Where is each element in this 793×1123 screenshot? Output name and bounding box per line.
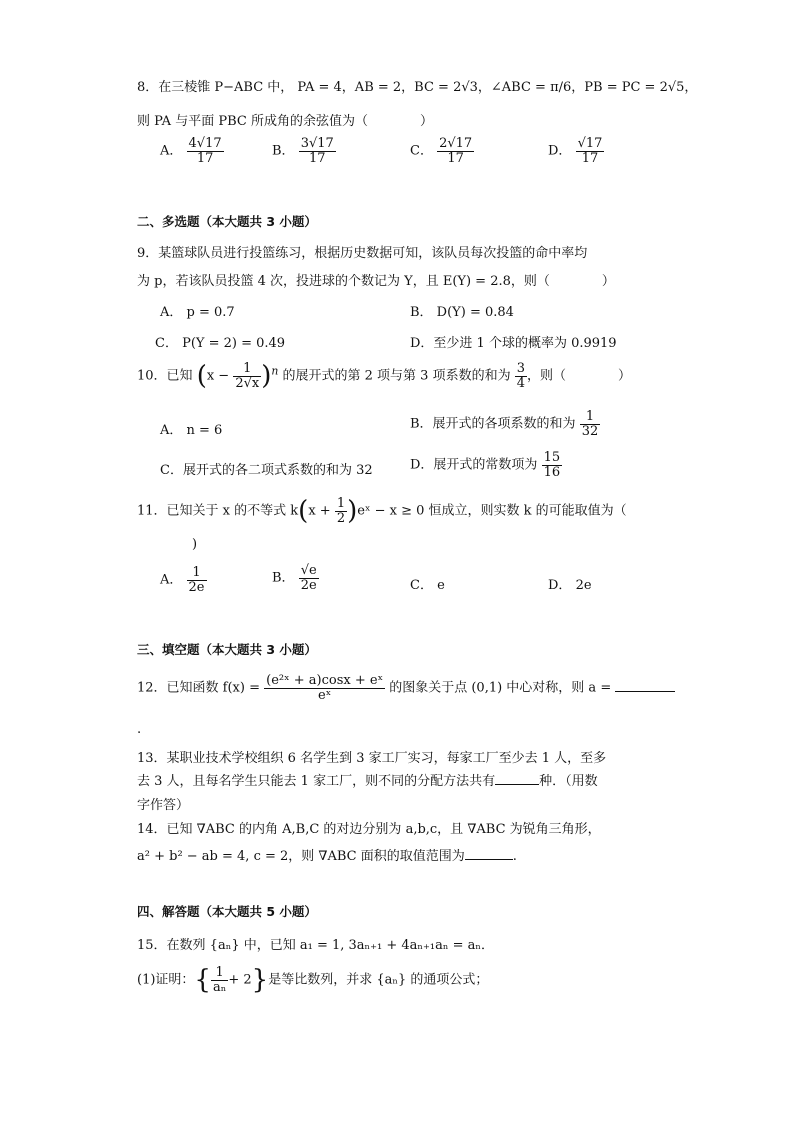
- q11-text: eˣ − x ≥ 0 恒成立，则实数 k 的可能取值为（: [357, 503, 627, 519]
- option-text: 2e: [575, 578, 592, 593]
- q15-plus: + 2: [228, 972, 252, 988]
- q10-value-denominator: 4: [516, 375, 526, 391]
- option-label: D．: [548, 578, 572, 593]
- option-text: e: [437, 578, 445, 593]
- q13-stem-line3: 字作答）: [137, 798, 190, 813]
- q8-option-b[interactable]: [272, 137, 336, 165]
- q12-stem: [137, 674, 675, 702]
- q10-option-c[interactable]: C．展开式的各二项式系数的和为 32: [160, 463, 373, 478]
- option-label: C．: [410, 578, 433, 593]
- q11-stem-line2: ): [192, 537, 198, 552]
- q8-option-c[interactable]: [410, 137, 474, 165]
- q8-stem-line2: 则 PA 与平面 PBC 所成角的余弦值为（ ）: [137, 114, 433, 129]
- q10-value-numerator: 3: [516, 361, 526, 376]
- q8-stem-line1: 8．在三棱锥 P−ABC 中， PA = 4，AB = 2，BC = 2√3，∠ABC = π/6，PB = PC = 2√5，: [137, 80, 698, 95]
- option-numerator: √17: [577, 136, 603, 151]
- option-label: A．: [160, 143, 183, 159]
- q15-part1-prefix: (1)证明：: [137, 972, 195, 988]
- right-paren: ): [261, 361, 272, 392]
- q10-expr: x −: [206, 368, 230, 384]
- q14-text: a² + b² − ab = 4, c = 2，则 ∇ABC 面积的取值范围为: [137, 849, 465, 864]
- q13-tail: 种．（用数: [539, 774, 598, 789]
- option-denominator: 2e: [300, 577, 317, 593]
- option-denominator: 32: [581, 423, 599, 439]
- q15-numerator: 1: [211, 966, 228, 981]
- section-heading-multiple-choice: 二、多选题（本大题共 3 小题）: [137, 214, 317, 229]
- q10-option-b[interactable]: [410, 410, 600, 438]
- right-paren: ): [347, 496, 358, 527]
- q11-stem: [137, 497, 627, 525]
- option-label: A．: [160, 572, 183, 588]
- option-denominator: 16: [543, 464, 561, 480]
- section-heading-fill-in: 三、填空题（本大题共 3 小题）: [137, 642, 317, 657]
- q11-option-c[interactable]: [410, 574, 445, 593]
- q10-stem: [137, 362, 631, 390]
- q10-exponent: n: [271, 364, 279, 378]
- option-denominator: 17: [308, 150, 326, 166]
- q14-stem-line1: 14．已知 ∇ABC 的内角 A,B,C 的对边分别为 a,b,c，且 ∇ABC 为锐角三角形，: [137, 822, 601, 837]
- q9-option-a[interactable]: A． p = 0.7: [160, 305, 235, 320]
- option-label: C．: [410, 143, 433, 159]
- option-numerator: 3√17: [300, 136, 334, 151]
- option-label: D．: [548, 143, 572, 159]
- q14-answer-blank[interactable]: [465, 858, 513, 860]
- q9-option-d[interactable]: D．至少进 1 个球的概率为 0.9919: [410, 336, 617, 351]
- q10-frac-numerator: 1: [233, 362, 261, 377]
- option-denominator: 17: [447, 150, 464, 166]
- left-paren: (: [196, 361, 207, 392]
- q15-stem-line1: 15．在数列 {aₙ} 中，已知 a₁ = 1, 3aₙ₊₁ + 4aₙ₊₁aₙ = aₙ．: [137, 938, 495, 953]
- option-label: B．: [272, 143, 295, 159]
- q14-tail: .: [512, 849, 517, 864]
- option-text: D．展开式的常数项为: [410, 457, 538, 473]
- option-numerator: 15: [543, 450, 561, 465]
- q10-tail: ，则（ ）: [527, 368, 632, 384]
- q11-half-numerator: 1: [336, 496, 346, 511]
- q9-option-b[interactable]: B． D(Y) = 0.84: [410, 305, 514, 320]
- q13-answer-blank[interactable]: [495, 783, 539, 785]
- section-heading-solution: 四、解答题（本大题共 5 小题）: [137, 904, 317, 919]
- q11-option-b[interactable]: [272, 564, 319, 592]
- q13-stem-line2: [137, 770, 598, 789]
- q10-option-d[interactable]: [410, 451, 562, 479]
- q13-text: 去 3 人，且每名学生只能去 1 家工厂，则不同的分配方法共有: [137, 774, 496, 789]
- option-denominator: 17: [196, 150, 214, 166]
- q11-option-d[interactable]: [548, 574, 592, 593]
- option-denominator: 2e: [188, 579, 205, 595]
- q12-stem-line2: .: [137, 722, 142, 737]
- q12-numerator: (e²ˣ + a)cosx + eˣ: [266, 673, 384, 688]
- q14-stem-line2: [137, 845, 517, 864]
- q8-option-a[interactable]: [160, 137, 224, 165]
- option-text: B．展开式的各项系数的和为: [410, 416, 576, 432]
- q10-frac-denominator: 2√x: [235, 375, 260, 391]
- q12-answer-blank[interactable]: [615, 690, 675, 692]
- q9-stem-line1: 9．某篮球队员进行投篮练习，根据历史数据可知，该队员每次投篮的命中率均: [137, 246, 588, 261]
- option-label: B．: [272, 570, 295, 586]
- q10-prefix: 10．已知: [137, 368, 193, 384]
- q15-part1-text: 是等比数列，并求 {aₙ} 的通项公式；: [268, 972, 489, 988]
- left-paren: (: [298, 496, 309, 527]
- option-numerator: √e: [300, 563, 317, 578]
- option-numerator: 1: [580, 410, 601, 425]
- left-brace: {: [194, 965, 211, 996]
- q15-denominator: aₙ: [212, 979, 227, 995]
- q9-option-c[interactable]: C． P(Y = 2) = 0.49: [155, 336, 286, 351]
- option-numerator: 1: [187, 566, 207, 581]
- option-denominator: 17: [581, 150, 599, 166]
- q11-inner: x +: [308, 503, 331, 519]
- q11-prefix: 11．已知关于 x 的不等式 k: [137, 503, 299, 519]
- q12-text: 的图象关于点 (0,1) 中心对称，则 a =: [389, 680, 612, 696]
- option-numerator: 2√17: [439, 136, 473, 151]
- q13-stem-line1: 13．某职业技术学校组织 6 名学生到 3 家工厂实习，每家工厂至少去 1 人，至多: [137, 751, 607, 766]
- q12-prefix: 12．已知函数 f(x) =: [137, 680, 260, 696]
- q8-option-d[interactable]: [548, 137, 604, 165]
- option-numerator: 4√17: [188, 136, 222, 151]
- q11-option-a[interactable]: [160, 566, 207, 594]
- q11-half-denominator: 2: [336, 510, 346, 526]
- q15-part1: [137, 966, 488, 994]
- q10-option-a[interactable]: A． n = 6: [160, 423, 223, 438]
- q12-denominator: eˣ: [318, 687, 332, 703]
- q9-stem-line2: 为 p，若该队员投篮 4 次，投进球的个数记为 Y，且 E(Y) = 2.8，则（ ）: [137, 274, 615, 289]
- right-brace: }: [251, 965, 269, 996]
- q10-text: 的展开式的第 2 项与第 3 项系数的和为: [282, 368, 511, 384]
